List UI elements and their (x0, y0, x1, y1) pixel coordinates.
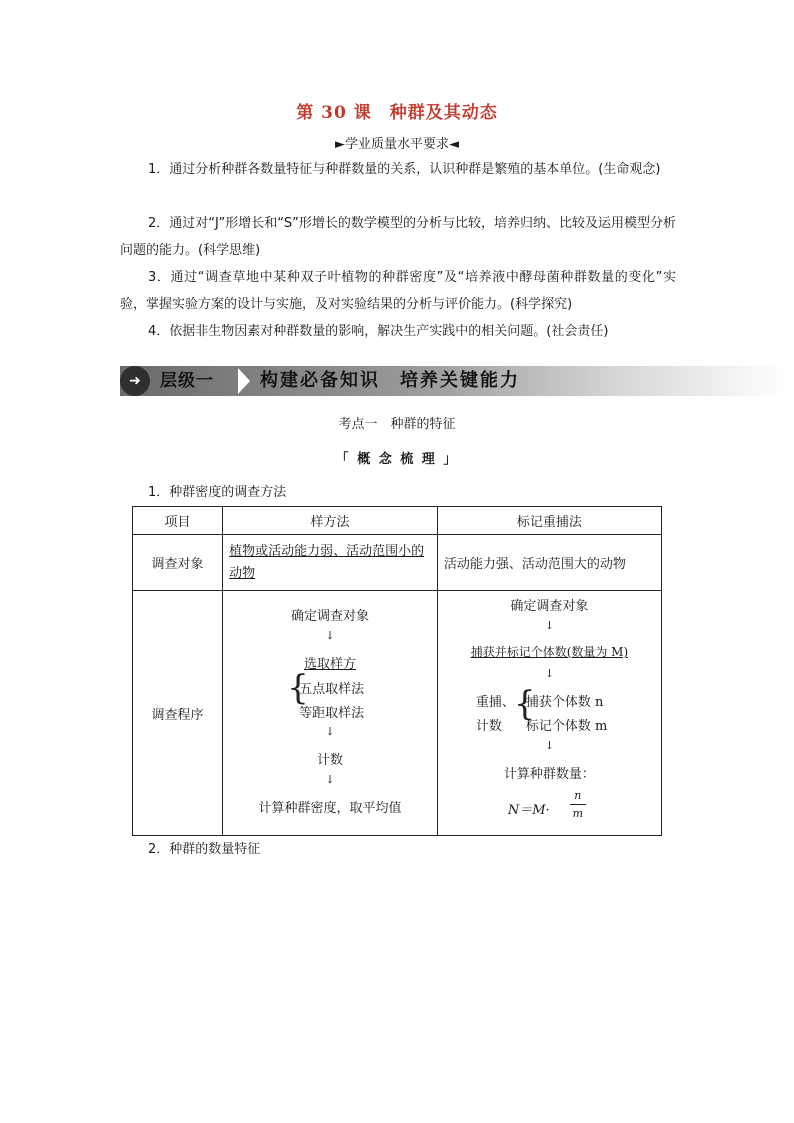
row-label: 调查程序 (133, 591, 223, 836)
mark-flowchart (438, 591, 661, 835)
formula-left: N＝M· (507, 803, 550, 818)
flow-step: 计算种群数量： (503, 767, 595, 782)
arrow-down-icon: ↓ (544, 667, 555, 680)
formula-numerator: n (574, 789, 582, 802)
arrow-down-icon: ↓ (325, 773, 335, 786)
banner-level: 层级一 (160, 371, 214, 391)
section-heading-2: 2．种群的数量特征 (148, 842, 261, 857)
quadrat-target-text: 植物或活动能力弱、活动范围小的动物 (229, 543, 425, 581)
flow-count: 标记个体数 m (525, 719, 608, 734)
section-heading-1: 1．种群密度的调查方法 (148, 485, 287, 500)
table-header-row (133, 507, 662, 535)
flow-recapture: 重捕、 (475, 695, 515, 710)
formula-fraction (568, 789, 588, 820)
flow-step: 计数 (316, 753, 343, 768)
arrow-down-icon: ↓ (325, 725, 335, 738)
flow-step: 确定调查对象 (510, 599, 589, 614)
flow-step-text: 捕获并标记个体数(数量为 M) (470, 645, 629, 659)
requirement-3: 3．通过“调查草地中某种双子叶植物的种群密度”及“培养液中酵母菌种群数量的变化”实验，掌握实验方案的设计与实施，及对实验结果的分析与评价能力。(科学探究) (120, 270, 676, 312)
level-banner (120, 366, 784, 396)
row-label: 调查对象 (133, 535, 223, 591)
quadrat-flowchart (223, 591, 437, 835)
quadrat-procedure (223, 591, 438, 836)
fraction-bar (570, 804, 586, 805)
flow-step (438, 643, 661, 660)
table-header-cell: 标记重捕法 (437, 507, 661, 535)
arrow-down-icon: ↓ (544, 739, 555, 752)
flow-option: 等距取样法 (299, 706, 365, 721)
table-row (133, 591, 662, 836)
survey-methods-table (132, 506, 662, 836)
mark-target: 活动能力强、活动范围大的动物 (437, 535, 661, 591)
brace-icon: { (513, 684, 536, 724)
requirements-heading: ►学业质量水平要求◄ (335, 137, 459, 152)
quadrat-target (223, 535, 438, 591)
kaodian-heading: 考点一 种群的特征 (338, 417, 456, 432)
requirement-1: 1．通过分析种群各数量特征与种群数量的关系，认识种群是繁殖的基本单位。(生命观念) (148, 162, 661, 177)
brace-icon: { (287, 668, 309, 708)
flow-step: 确定调查对象 (290, 609, 369, 624)
table-row (133, 535, 662, 591)
table-header-cell: 项目 (133, 507, 223, 535)
concept-heading: 「 概 念 梳 理 」 (335, 452, 459, 467)
mark-procedure (437, 591, 661, 836)
formula-denominator: m (572, 807, 584, 820)
flow-step: 计算种群密度，取平均值 (258, 801, 402, 816)
lesson-title: 第 30 课 种群及其动态 (296, 103, 498, 123)
arrow-down-icon: ↓ (325, 629, 335, 642)
requirement-4: 4．依据非生物因素对种群数量的影响，解决生产实践中的相关问题。(社会责任) (148, 324, 609, 339)
requirement-2: 2．通过对“J”形增长和“S”形增长的数学模型的分析与比较，培养归纳、比较及运用模型分析问题的能力。(科学思维) (120, 216, 676, 258)
arrow-right-icon: ➜ (120, 366, 150, 396)
flow-step-text: 选取样方 (303, 657, 356, 672)
arrow-down-icon: ↓ (544, 619, 555, 632)
flow-step (223, 653, 437, 672)
banner-text: 构建必备知识 培养关键能力 (260, 370, 520, 391)
flow-recapture: 计数 (475, 719, 502, 734)
chevron-right-icon (238, 368, 250, 394)
table-header-cell: 样方法 (223, 507, 438, 535)
flow-option: 五点取样法 (299, 682, 365, 697)
flow-count: 捕获个体数 n (525, 695, 604, 710)
